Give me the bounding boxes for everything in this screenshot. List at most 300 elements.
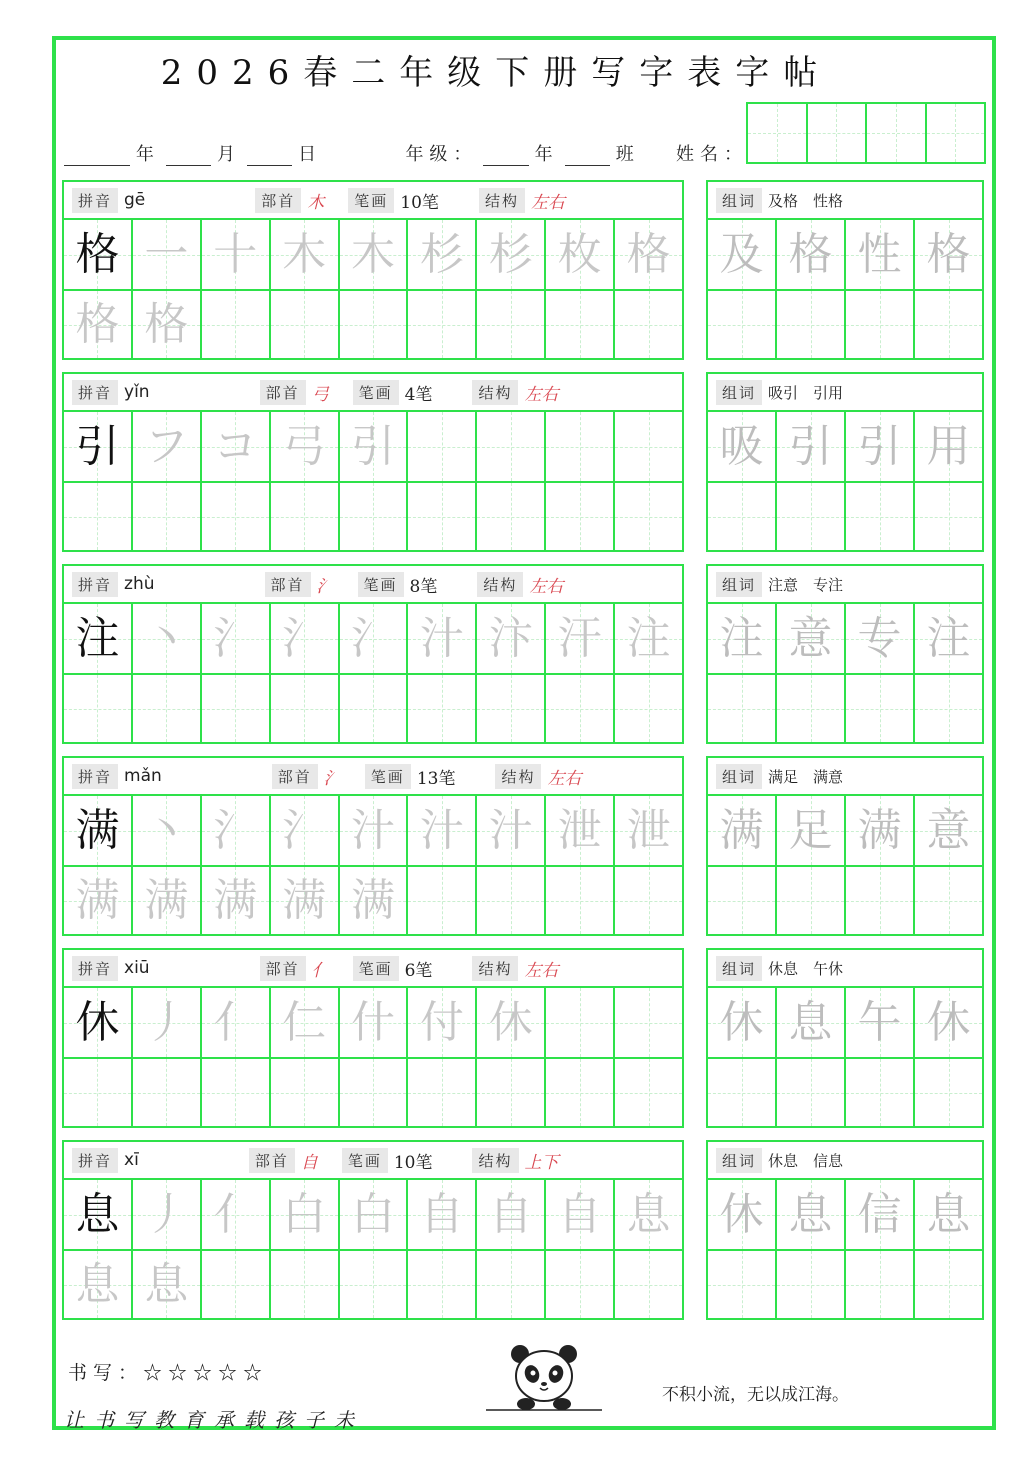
practice-cell[interactable] (133, 1059, 202, 1126)
practice-cell[interactable] (615, 867, 682, 934)
stroke-step-cell[interactable] (408, 1180, 477, 1249)
word-character: 意 (788, 612, 833, 664)
practice-cell[interactable] (546, 867, 615, 934)
rating-stars[interactable]: ☆☆☆☆☆ (143, 1362, 269, 1384)
word-character: 休 (926, 996, 971, 1048)
word-cell[interactable] (915, 796, 982, 865)
trace-character: 满 (75, 874, 120, 926)
trace-character: 格 (144, 298, 189, 350)
page-title: 2026春二年级下册写字表字帖 (160, 53, 832, 93)
grade-label: 年级： (405, 144, 478, 165)
stroke-step-cell[interactable] (202, 796, 271, 865)
word-practice-cell[interactable] (777, 675, 846, 742)
word-practice-block (706, 756, 984, 936)
practice-cell[interactable] (340, 1059, 409, 1126)
trace-character: 满 (213, 874, 258, 926)
word-practice-row (708, 481, 982, 550)
stroke-step: 泄 (626, 804, 671, 856)
word-practice-block (706, 948, 984, 1128)
trace-practice-row (64, 865, 682, 934)
stroke-step-cell[interactable] (133, 796, 202, 865)
practice-cell[interactable] (340, 867, 409, 934)
practice-cell[interactable] (408, 1251, 477, 1318)
stroke-step: 仁 (282, 996, 327, 1048)
strokes-tag: 笔画 (342, 1148, 388, 1173)
practice-cell[interactable] (64, 1059, 133, 1126)
word-cell[interactable] (708, 604, 777, 673)
pinyin-value: mǎn (124, 766, 162, 786)
structure-value: 左右 (524, 384, 559, 405)
structure-tag: 结构 (479, 188, 525, 213)
char-info-header (64, 758, 682, 796)
structure-value: 上下 (524, 1152, 559, 1173)
word-practice-cell[interactable] (915, 1059, 982, 1126)
word-character: 息 (788, 1188, 833, 1240)
word-character: 休 (719, 996, 764, 1048)
trace-character: 格 (75, 298, 120, 350)
stroke-step: フ (144, 420, 189, 472)
structure-value: 左右 (530, 192, 565, 213)
word-cell[interactable] (777, 604, 846, 673)
structure-tag: 结构 (495, 764, 541, 789)
structure-value: 左右 (547, 768, 582, 789)
word-practice-cell[interactable] (915, 483, 982, 550)
stroke-step-cell[interactable] (615, 412, 682, 481)
word-practice-cell[interactable] (777, 1251, 846, 1318)
word-practice-cell[interactable] (915, 675, 982, 742)
word-practice-cell[interactable] (777, 1059, 846, 1126)
stroke-step: 注 (626, 612, 671, 664)
name-box[interactable] (927, 104, 985, 162)
practice-cell[interactable] (64, 1251, 133, 1318)
stroke-step: 杉 (488, 228, 533, 280)
stroke-step-cell[interactable] (133, 412, 202, 481)
practice-cell[interactable] (546, 1251, 615, 1318)
stroke-step-cell[interactable] (133, 1180, 202, 1249)
stroke-step-cell[interactable] (477, 796, 546, 865)
word-cell[interactable] (846, 220, 915, 289)
stroke-step-cell[interactable] (546, 604, 615, 673)
stroke-step: 格 (626, 228, 671, 280)
practice-cell[interactable] (202, 291, 271, 358)
word-cell[interactable] (846, 604, 915, 673)
grade-year-blank[interactable] (483, 144, 528, 166)
stroke-step-cell[interactable] (271, 1180, 340, 1249)
stroke-step: 一 (144, 228, 189, 280)
word-cell[interactable] (846, 412, 915, 481)
practice-cell[interactable] (408, 291, 477, 358)
pinyin-value: yǐn (124, 382, 150, 402)
name-label: 姓名： (675, 144, 748, 165)
word-practice-cell[interactable] (777, 867, 846, 934)
word-cell[interactable] (915, 1180, 982, 1249)
word-trace-row (708, 220, 982, 289)
structure-value: 左右 (524, 960, 559, 981)
practice-cell[interactable] (202, 867, 271, 934)
word-practice-cell[interactable] (846, 483, 915, 550)
word-practice-cell[interactable] (915, 1251, 982, 1318)
stroke-step: 汁 (419, 804, 464, 856)
char-info-header (64, 950, 682, 988)
words-value: 休息 午休 (768, 959, 844, 978)
practice-cell[interactable] (271, 675, 340, 742)
stroke-step: 休 (488, 996, 533, 1048)
words-value: 注意 专注 (768, 575, 844, 594)
stroke-step-cell[interactable] (202, 1180, 271, 1249)
word-character: 引 (857, 420, 902, 472)
word-practice-cell[interactable] (846, 291, 915, 358)
radical-value: 木 (307, 192, 325, 213)
stroke-step-cell[interactable] (546, 220, 615, 289)
word-practice-cell[interactable] (708, 483, 777, 550)
word-character: 意 (926, 804, 971, 856)
words-value: 满足 满意 (768, 767, 844, 786)
word-practice-cell[interactable] (708, 291, 777, 358)
trace-practice-row (64, 1249, 682, 1318)
word-practice-cell[interactable] (915, 291, 982, 358)
stroke-step: 汁 (419, 612, 464, 664)
practice-cell[interactable] (64, 483, 133, 550)
stroke-step: 付 (419, 996, 464, 1048)
word-practice-block (706, 372, 984, 552)
stroke-step-cell[interactable] (340, 1180, 409, 1249)
name-box[interactable] (867, 104, 927, 162)
word-cell[interactable] (777, 1180, 846, 1249)
stroke-step-cell[interactable] (477, 220, 546, 289)
main-character: 满 (75, 804, 120, 856)
stroke-step: 枚 (557, 228, 602, 280)
practice-cell[interactable] (615, 1059, 682, 1126)
practice-cell[interactable] (546, 1059, 615, 1126)
word-cell[interactable] (846, 796, 915, 865)
day-blank[interactable] (247, 144, 292, 166)
stroke-step-cell[interactable] (546, 412, 615, 481)
strokes-tag: 笔画 (353, 380, 399, 405)
char-info-header (64, 566, 682, 604)
stroke-step: 氵 (282, 612, 327, 664)
practice-cell[interactable] (546, 675, 615, 742)
stroke-step: 汁 (351, 804, 395, 856)
class-label: 班 (615, 144, 640, 165)
practice-cell[interactable] (408, 867, 477, 934)
word-practice-cell[interactable] (846, 1059, 915, 1126)
word-header (708, 1142, 982, 1180)
word-character: 性 (857, 228, 902, 280)
stroke-step: 氵 (282, 804, 327, 856)
strokes-tag: 笔画 (348, 188, 394, 213)
stroke-step-cell[interactable] (340, 412, 409, 481)
practice-cell[interactable] (340, 675, 409, 742)
main-character: 格 (75, 228, 120, 280)
words-tag: 组词 (716, 188, 762, 213)
practice-cell[interactable] (202, 483, 271, 550)
stroke-step-cell[interactable] (271, 412, 340, 481)
stroke-step: 亻 (213, 1188, 258, 1240)
trace-practice-row (64, 673, 682, 742)
word-cell[interactable] (777, 220, 846, 289)
word-character: 足 (788, 804, 833, 856)
word-practice-cell[interactable] (915, 867, 982, 934)
practice-cell[interactable] (64, 867, 133, 934)
practice-cell[interactable] (133, 1251, 202, 1318)
radical-tag: 部首 (249, 1148, 295, 1173)
name-boxes[interactable] (746, 102, 986, 164)
day-label: 日 (298, 144, 323, 165)
stroke-step: 亻 (213, 996, 258, 1048)
stroke-step-cell[interactable] (271, 796, 340, 865)
word-character: 用 (926, 420, 971, 472)
word-cell[interactable] (846, 988, 915, 1057)
practice-cell[interactable] (477, 483, 546, 550)
stroke-step: 汴 (488, 612, 533, 664)
practice-cell[interactable] (615, 1251, 682, 1318)
stroke-step-cell[interactable] (615, 796, 682, 865)
stroke-step: 引 (351, 420, 395, 472)
class-blank[interactable] (565, 144, 610, 166)
practice-cell[interactable] (133, 867, 202, 934)
structure-tag: 结构 (472, 380, 518, 405)
stroke-order-row (64, 1180, 682, 1249)
word-practice-cell[interactable] (846, 1251, 915, 1318)
radical-tag: 部首 (265, 572, 311, 597)
word-practice-row (708, 1057, 982, 1126)
practice-cell[interactable] (546, 483, 615, 550)
stroke-step-cell[interactable] (615, 988, 682, 1057)
word-cell[interactable] (777, 412, 846, 481)
pinyin-tag: 拼音 (72, 764, 118, 789)
stroke-step-cell[interactable] (202, 412, 271, 481)
word-practice-cell[interactable] (846, 675, 915, 742)
word-character: 注 (719, 612, 764, 664)
structure-tag: 结构 (477, 572, 523, 597)
stroke-step: コ (213, 420, 258, 472)
stroke-step-cell[interactable] (408, 988, 477, 1057)
stroke-step: 白 (351, 1188, 395, 1240)
word-character: 满 (857, 804, 902, 856)
practice-cell[interactable] (340, 291, 409, 358)
word-character: 休 (719, 1188, 764, 1240)
stroke-step-cell[interactable] (408, 796, 477, 865)
stroke-step-cell[interactable] (271, 988, 340, 1057)
stroke-order-row (64, 220, 682, 289)
char-practice-block (62, 564, 684, 744)
radical-value: 弓 (311, 384, 329, 405)
practice-cell[interactable] (271, 483, 340, 550)
practice-cell[interactable] (271, 867, 340, 934)
word-cell[interactable] (846, 1180, 915, 1249)
practice-cell[interactable] (64, 675, 133, 742)
stroke-step-cell[interactable] (202, 988, 271, 1057)
word-header (708, 566, 982, 604)
stroke-step-cell[interactable] (477, 604, 546, 673)
word-character: 注 (926, 612, 971, 664)
word-practice-cell[interactable] (708, 867, 777, 934)
word-cell[interactable] (708, 220, 777, 289)
year-blank[interactable] (64, 144, 130, 166)
main-character: 息 (75, 1188, 120, 1240)
strokes-value: 6笔 (404, 960, 433, 981)
word-practice-cell[interactable] (846, 867, 915, 934)
stroke-step: 十 (213, 228, 258, 280)
char-info-header (64, 182, 682, 220)
word-cell[interactable] (708, 796, 777, 865)
word-trace-row (708, 1180, 982, 1249)
word-cell[interactable] (708, 412, 777, 481)
stroke-step: 氵 (213, 804, 258, 856)
pinyin-tag: 拼音 (72, 1148, 118, 1173)
pinyin-tag: 拼音 (72, 380, 118, 405)
practice-cell[interactable] (202, 1059, 271, 1126)
quote: 不积小流，无以成江海。 (662, 1385, 849, 1405)
stroke-step-cell[interactable] (408, 412, 477, 481)
slogan: 让书写教育承载孩子未 (64, 1408, 364, 1432)
practice-cell[interactable] (133, 483, 202, 550)
trace-character: 满 (144, 874, 189, 926)
word-character: 专 (857, 612, 902, 664)
practice-cell[interactable] (202, 675, 271, 742)
stroke-step-cell[interactable] (546, 796, 615, 865)
stroke-step-cell[interactable] (408, 604, 477, 673)
practice-cell[interactable] (271, 1251, 340, 1318)
stroke-step-cell[interactable] (202, 604, 271, 673)
word-cell[interactable] (915, 220, 982, 289)
strokes-value: 13笔 (416, 768, 456, 789)
word-character: 引 (788, 420, 833, 472)
stroke-step-cell[interactable] (615, 604, 682, 673)
practice-cell[interactable] (615, 675, 682, 742)
word-cell[interactable] (708, 988, 777, 1057)
word-cell[interactable] (777, 988, 846, 1057)
radical-value: 亻 (311, 960, 329, 981)
name-box[interactable] (748, 104, 808, 162)
stroke-step-cell[interactable] (133, 604, 202, 673)
main-character: 注 (75, 612, 120, 664)
worksheet (52, 36, 996, 1430)
stroke-order-row (64, 412, 682, 481)
structure-tag: 结构 (472, 956, 518, 981)
stroke-step-cell[interactable] (408, 220, 477, 289)
word-character: 满 (719, 804, 764, 856)
practice-cell[interactable] (408, 483, 477, 550)
radical-value: 自 (300, 1152, 318, 1173)
stroke-step-cell[interactable] (340, 604, 409, 673)
strokes-value: 10笔 (400, 192, 439, 213)
practice-cell[interactable] (477, 1059, 546, 1126)
stroke-step-cell[interactable] (340, 988, 409, 1057)
word-practice-cell[interactable] (708, 1059, 777, 1126)
word-practice-cell[interactable] (777, 291, 846, 358)
radical-tag: 部首 (260, 380, 306, 405)
words-tag: 组词 (716, 764, 762, 789)
char-practice-block (62, 180, 684, 360)
word-character: 信 (857, 1188, 902, 1240)
stroke-step-cell[interactable] (133, 220, 202, 289)
main-character: 休 (75, 996, 120, 1048)
words-value: 及格 性格 (768, 191, 844, 210)
stroke-step-cell[interactable] (340, 796, 409, 865)
word-practice-row (708, 289, 982, 358)
stroke-step-cell[interactable] (615, 1180, 682, 1249)
stroke-step: 自 (557, 1188, 602, 1240)
word-practice-cell[interactable] (708, 1251, 777, 1318)
name-box[interactable] (808, 104, 868, 162)
month-blank[interactable] (166, 144, 211, 166)
stroke-step-cell[interactable] (615, 220, 682, 289)
practice-cell[interactable] (271, 291, 340, 358)
char-practice-block (62, 1140, 684, 1320)
practice-cell[interactable] (64, 291, 133, 358)
word-cell[interactable] (915, 412, 982, 481)
practice-cell[interactable] (615, 483, 682, 550)
practice-cell[interactable] (133, 675, 202, 742)
word-cell[interactable] (915, 988, 982, 1057)
stroke-step-cell[interactable] (340, 220, 409, 289)
stroke-step-cell[interactable] (546, 1180, 615, 1249)
practice-cell[interactable] (340, 1251, 409, 1318)
practice-cell[interactable] (615, 291, 682, 358)
word-practice-cell[interactable] (777, 483, 846, 550)
practice-cell[interactable] (340, 483, 409, 550)
word-cell[interactable] (915, 604, 982, 673)
word-practice-cell[interactable] (708, 675, 777, 742)
stroke-step-cell[interactable] (477, 1180, 546, 1249)
year-label: 年 (135, 144, 160, 165)
pinyin-value: gē (124, 190, 146, 210)
practice-cell[interactable] (202, 1251, 271, 1318)
stroke-step: 什 (351, 996, 395, 1048)
stroke-step-cell[interactable] (546, 988, 615, 1057)
stroke-step-cell[interactable] (133, 988, 202, 1057)
char-info-header (64, 374, 682, 412)
stroke-step-cell[interactable] (477, 988, 546, 1057)
char-practice-block (62, 372, 684, 552)
main-char-cell (64, 796, 133, 865)
pinyin-value: xiū (124, 958, 150, 978)
practice-cell[interactable] (133, 291, 202, 358)
practice-cell[interactable] (408, 1059, 477, 1126)
trace-practice-row (64, 1057, 682, 1126)
stroke-step: 汁 (488, 804, 533, 856)
practice-cell[interactable] (546, 291, 615, 358)
word-trace-row (708, 604, 982, 673)
radical-tag: 部首 (260, 956, 306, 981)
stroke-step-cell[interactable] (477, 412, 546, 481)
trace-character: 息 (144, 1258, 189, 1310)
practice-cell[interactable] (477, 1251, 546, 1318)
practice-cell[interactable] (477, 675, 546, 742)
practice-cell[interactable] (477, 867, 546, 934)
word-practice-block (706, 564, 984, 744)
stroke-step: 丿 (144, 1188, 189, 1240)
pinyin-value: xī (124, 1150, 139, 1170)
main-char-cell (64, 220, 133, 289)
word-cell[interactable] (708, 1180, 777, 1249)
char-practice-block (62, 948, 684, 1128)
strokes-value: 4笔 (404, 384, 433, 405)
practice-cell[interactable] (477, 291, 546, 358)
word-cell[interactable] (777, 796, 846, 865)
stroke-step: 汗 (557, 612, 602, 664)
practice-cell[interactable] (271, 1059, 340, 1126)
radical-tag: 部首 (272, 764, 318, 789)
stroke-step: 丿 (144, 996, 189, 1048)
word-character: 格 (788, 228, 833, 280)
stroke-step-cell[interactable] (202, 220, 271, 289)
stroke-step: 丶 (144, 804, 189, 856)
practice-cell[interactable] (408, 675, 477, 742)
stroke-step-cell[interactable] (271, 604, 340, 673)
stroke-step-cell[interactable] (271, 220, 340, 289)
